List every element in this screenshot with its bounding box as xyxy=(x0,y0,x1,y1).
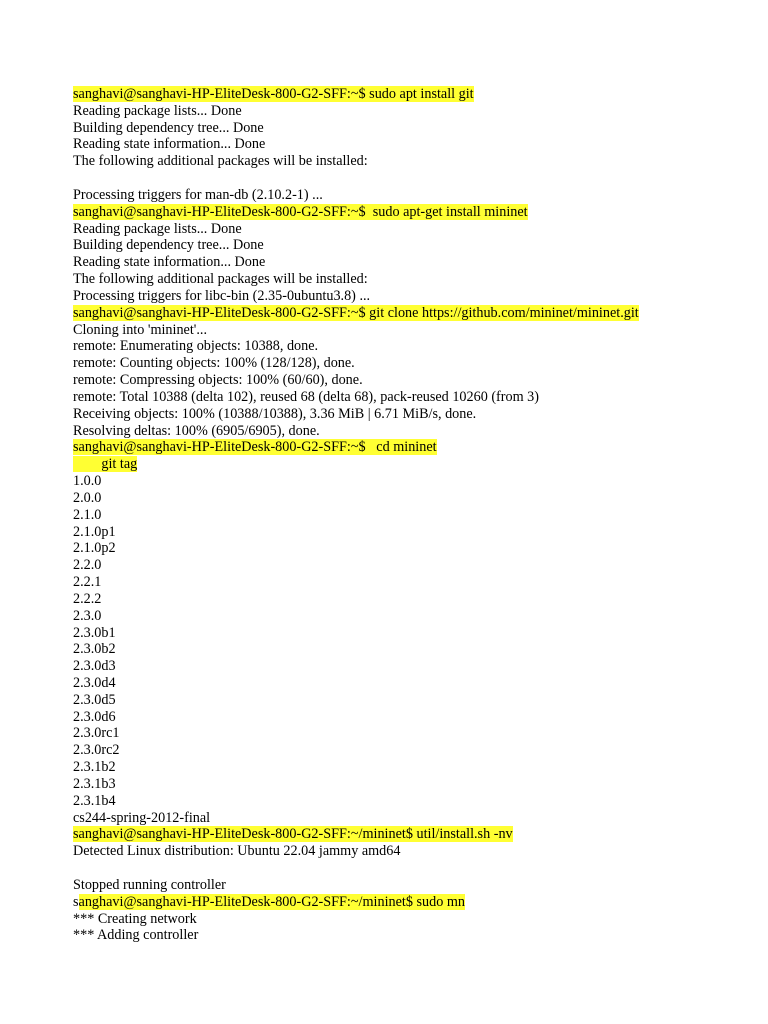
output-line: Processing triggers for man-db (2.10.2-1) ... xyxy=(73,186,323,203)
command-text: sanghavi@sanghavi-HP-EliteDesk-800-G2-SFF:~/mininet$ util/install.sh -nv xyxy=(73,826,513,843)
command-line xyxy=(73,86,733,103)
output-line: *** Adding controller xyxy=(73,927,199,944)
blank-line xyxy=(73,170,733,187)
output-line: Building dependency tree... Done xyxy=(73,237,264,254)
output-line: The following additional packages will be installed: xyxy=(73,271,368,288)
command-line xyxy=(73,305,733,322)
output-line: Reading package lists... Done xyxy=(73,220,242,237)
output-line: 2.2.2 xyxy=(73,590,102,607)
output-line: Building dependency tree... Done xyxy=(73,119,264,136)
output-line: 2.3.0d3 xyxy=(73,658,116,675)
output-line: 2.3.1b3 xyxy=(73,775,116,792)
output-line: remote: Total 10388 (delta 102), reused 68 (delta 68), pack-reused 10260 (from 3) xyxy=(73,388,539,405)
output-line: 2.0.0 xyxy=(73,489,102,506)
output-line: Reading state information... Done xyxy=(73,136,266,153)
command-line xyxy=(73,439,733,456)
output-line: Receiving objects: 100% (10388/10388), 3.36 MiB | 6.71 MiB/s, done. xyxy=(73,405,477,422)
output-line: remote: Enumerating objects: 10388, done. xyxy=(73,338,319,355)
command-line xyxy=(73,204,733,221)
command-line xyxy=(73,456,733,473)
command-text: sanghavi@sanghavi-HP-EliteDesk-800-G2-SFF:~$ sudo apt-get install mininet xyxy=(73,203,528,220)
output-line: Stopped running controller xyxy=(73,876,226,893)
output-line: 2.3.0d4 xyxy=(73,674,116,691)
output-line: 1.0.0 xyxy=(73,473,102,490)
command-text: anghavi@sanghavi-HP-EliteDesk-800-G2-SFF:~/mininet$ sudo mn xyxy=(78,893,465,910)
output-line: 2.3.0rc2 xyxy=(73,742,120,759)
output-line: remote: Counting objects: 100% (128/128), done. xyxy=(73,355,355,372)
terminal-log-document xyxy=(73,86,733,944)
output-line: 2.3.0 xyxy=(73,607,102,624)
command-line xyxy=(73,894,733,911)
output-line: The following additional packages will be installed: xyxy=(73,153,368,170)
output-line: 2.1.0p1 xyxy=(73,523,116,540)
command-text: sanghavi@sanghavi-HP-EliteDesk-800-G2-SFF:~$ cd mininet xyxy=(73,439,437,456)
output-line: 2.3.0b2 xyxy=(73,641,116,658)
output-line: Resolving deltas: 100% (6905/6905), done. xyxy=(73,422,320,439)
command-line xyxy=(73,826,733,843)
command-first-char: s xyxy=(73,893,79,910)
output-line: Reading package lists... Done xyxy=(73,102,242,119)
output-line: 2.3.0d6 xyxy=(73,708,116,725)
output-line: Reading state information... Done xyxy=(73,254,266,271)
command-text: sanghavi@sanghavi-HP-EliteDesk-800-G2-SFF:~$ sudo apt install git xyxy=(73,86,474,102)
output-line: 2.2.0 xyxy=(73,557,102,574)
output-line: 2.2.1 xyxy=(73,574,102,591)
output-line: 2.1.0p2 xyxy=(73,540,116,557)
output-line: 2.1.0 xyxy=(73,506,102,523)
output-line: 2.3.1b4 xyxy=(73,792,116,809)
output-line: 2.3.0b1 xyxy=(73,624,116,641)
output-line: Processing triggers for libc-bin (2.35-0ubuntu3.8) ... xyxy=(73,287,371,304)
output-line: cs244-spring-2012-final xyxy=(73,809,211,826)
output-line: 2.3.0d5 xyxy=(73,691,116,708)
command-text: git tag xyxy=(73,456,138,473)
command-text: sanghavi@sanghavi-HP-EliteDesk-800-G2-SFF:~$ git clone https://github.com/mininet/mininet.git xyxy=(73,304,639,321)
blank-line xyxy=(73,860,733,877)
output-line: Cloning into 'mininet'... xyxy=(73,321,207,338)
output-line: 2.3.0rc1 xyxy=(73,725,120,742)
output-line: *** Creating network xyxy=(73,910,197,927)
output-line: remote: Compressing objects: 100% (60/60), done. xyxy=(73,372,363,389)
output-line: Detected Linux distribution: Ubuntu 22.04 jammy amd64 xyxy=(73,843,401,860)
output-line: 2.3.1b2 xyxy=(73,759,116,776)
